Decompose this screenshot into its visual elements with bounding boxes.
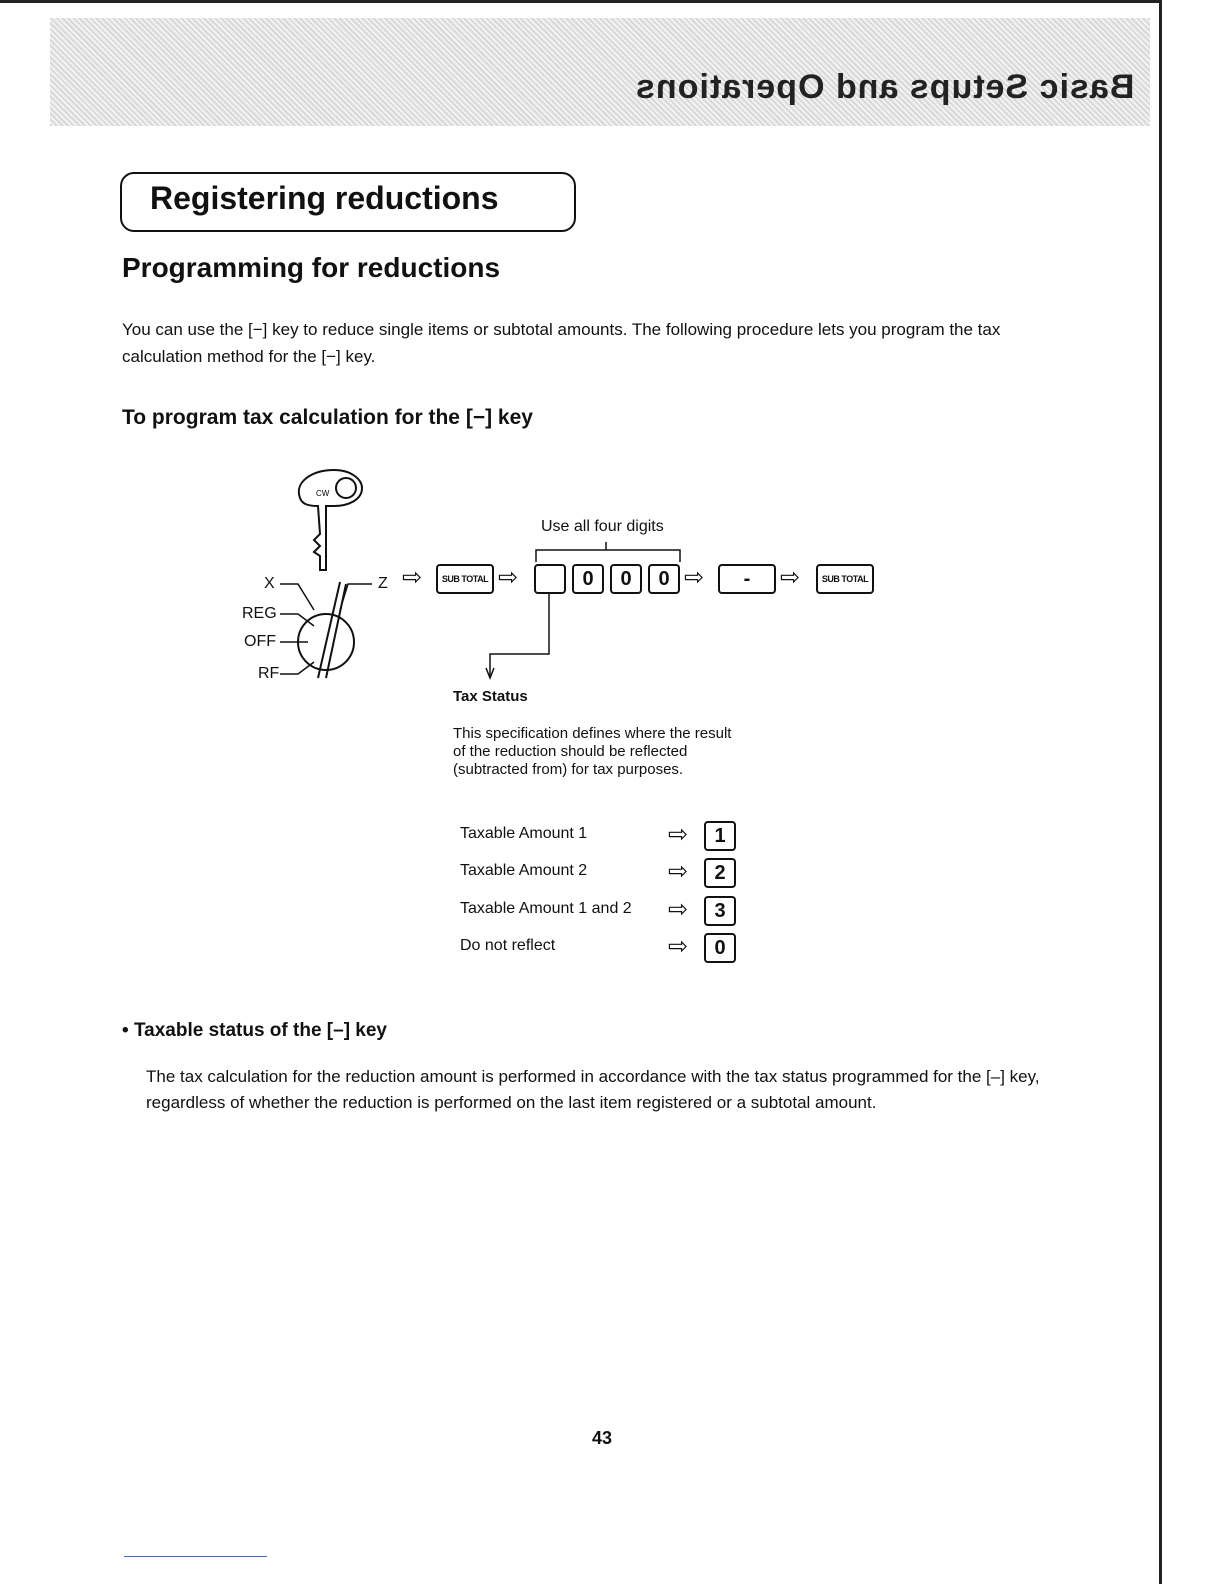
hollow-right-arrow-icon: ⇨ [668, 896, 689, 923]
tax-option-label: Taxable Amount 1 [460, 825, 588, 842]
taxable-status-heading: • Taxable status of the [–] key [122, 1020, 387, 1041]
mode-position-rf: RF [258, 665, 280, 682]
top-rule [0, 0, 1162, 3]
page-number: 43 [591, 1428, 613, 1448]
tax-status-title: Tax Status [453, 688, 528, 705]
mode-position-reg: REG [242, 605, 277, 622]
hollow-right-arrow-icon: ⇨ [402, 564, 423, 591]
tax-status-description: This specification defines where the result of the reduction should be reflected (subtracted from) for tax purposes. [453, 725, 732, 778]
mode-position-off: OFF [244, 633, 276, 650]
taxable-status-body: The tax calculation for the reduction amount is performed in accordance with the tax status programmed for the [–] key, regardless of whether the reduction is performed on the last item registered or a subtotal amount. [146, 1067, 1040, 1112]
digits-note: Use all four digits [541, 518, 664, 535]
hollow-right-arrow-icon: ⇨ [498, 564, 519, 591]
section-title: Registering reductions [150, 180, 499, 216]
tax-option-key: 0 [704, 933, 736, 963]
digit-key-2: 0 [572, 564, 604, 594]
tax-option-key: 3 [704, 896, 736, 926]
hollow-right-arrow-icon: ⇨ [668, 858, 689, 885]
hollow-right-arrow-icon: ⇨ [668, 821, 689, 848]
hollow-right-arrow-icon: ⇨ [780, 564, 801, 591]
subsection-title: Programming for reductions [122, 252, 501, 283]
hollow-right-arrow-icon: ⇨ [684, 564, 705, 591]
tax-option-label: Do not reflect [460, 937, 556, 954]
tax-option-key: 2 [704, 858, 736, 888]
right-rule [1159, 0, 1162, 1584]
header-title: Basic Setups and Operations [634, 68, 1134, 106]
digit-key-4: 0 [648, 564, 680, 594]
mode-position-z: Z [378, 575, 388, 592]
tax-option-label: Taxable Amount 2 [460, 862, 588, 879]
mode-position-x: X [264, 575, 275, 592]
footer-line [124, 1556, 267, 1557]
mode-key-icon [290, 460, 380, 580]
subtotal-key: SUB TOTAL [436, 564, 494, 594]
hollow-right-arrow-icon: ⇨ [668, 933, 689, 960]
taxable-status-title: Taxable status of the [–] key [133, 1020, 387, 1041]
intro-paragraph: You can use the [−] key to reduce single items or subtotal amounts. The following procedure lets you program the tax calculation method for the [−] key. [122, 320, 1001, 366]
subtotal-key-final: SUB TOTAL [816, 564, 874, 594]
digit-key-3: 0 [610, 564, 642, 594]
mode-key-label: CW [316, 489, 330, 498]
minus-key: - [718, 564, 776, 594]
procedure-title: To program tax calculation for the [−] key [122, 406, 533, 429]
tax-option-label: Taxable Amount 1 and 2 [460, 900, 632, 917]
tax-status-connector [480, 592, 560, 682]
digits-bracket [534, 540, 684, 564]
digit-key-1 [534, 564, 566, 594]
tax-option-key: 1 [704, 821, 736, 851]
